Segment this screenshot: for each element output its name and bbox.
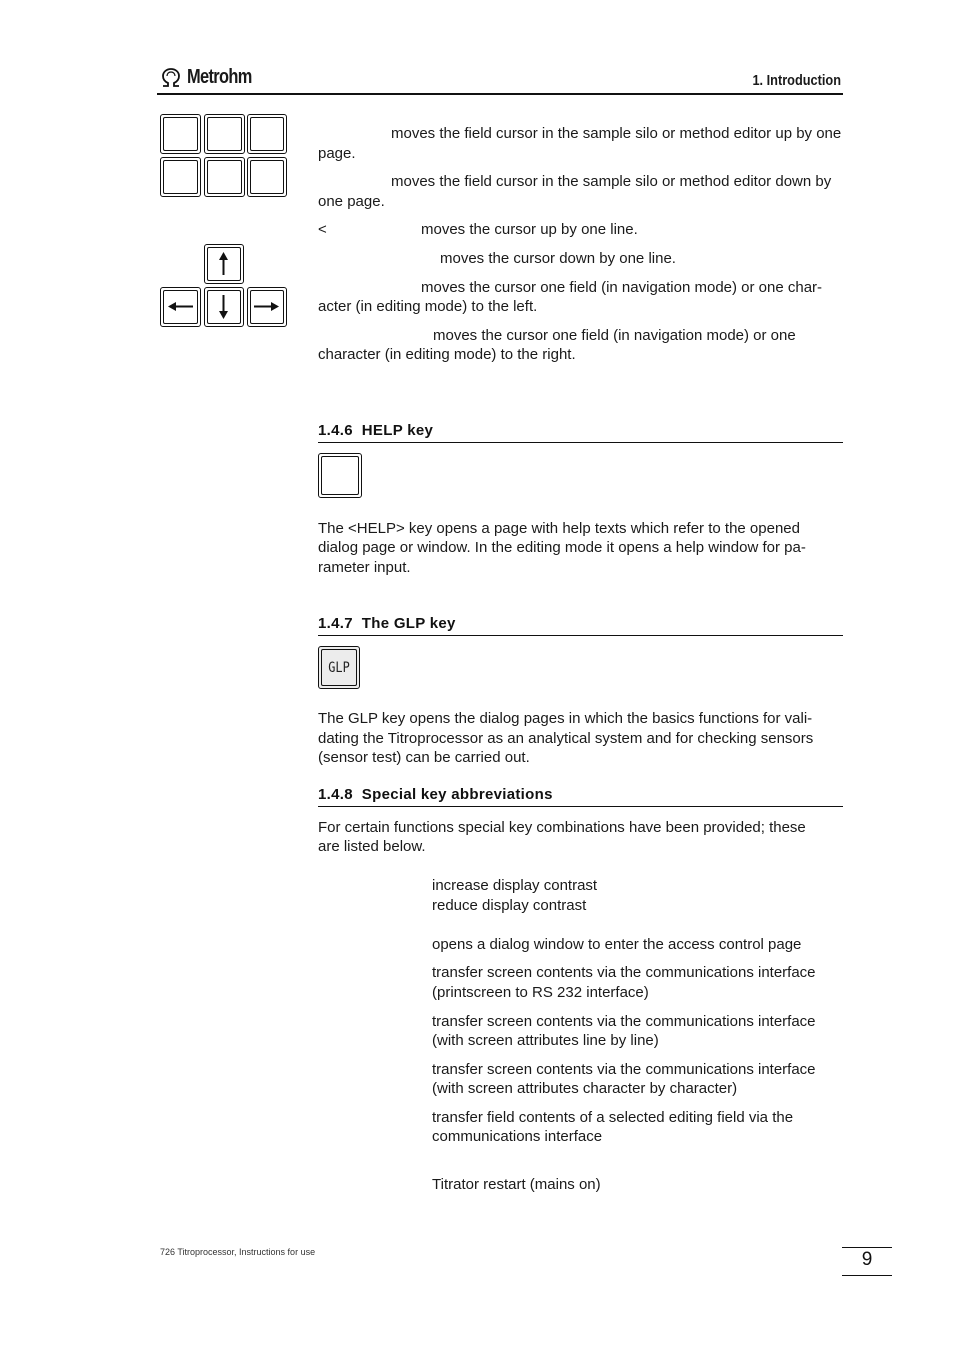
page-number-rule-bottom — [842, 1275, 892, 1276]
page-number-rule-top — [842, 1247, 892, 1248]
arrow-left-key — [160, 287, 201, 327]
glp-body-line-3: (sensor test) can be carried out. — [318, 749, 530, 766]
cursor-right-text-cont: character (in editing mode) to the right. — [318, 346, 576, 363]
cursor-left-text: moves the cursor one field (in navigation mode) or one char- — [421, 279, 823, 296]
page-key-4 — [160, 157, 201, 197]
help-body-line-3: rameter input. — [318, 559, 411, 576]
special-item-reduce-contrast: reduce display contrast — [432, 897, 587, 914]
glp-body-line-1: The GLP key opens the dialog pages in which the basics functions for vali- — [318, 710, 813, 727]
special-item-char-by-char: transfer screen contents via the communications interface — [432, 1061, 816, 1078]
arrow-right-key — [247, 287, 287, 327]
help-body-line-1: The <HELP> key opens a page with help texts which refer to the opened — [318, 520, 800, 537]
arrow-down-key — [204, 287, 244, 327]
arrow-right-icon — [248, 288, 285, 325]
page-key-6 — [247, 157, 287, 197]
glp-key-label: GLP — [328, 660, 350, 676]
page-down-description: moves the field cursor in the sample silo or method editor down by one page. — [318, 173, 832, 210]
page-key-5 — [204, 157, 245, 197]
glp-section-heading: 1.4.7 The GLP key — [318, 615, 456, 632]
omega-logo-icon — [160, 67, 182, 89]
page-key-2 — [204, 114, 245, 154]
special-item-increase-contrast: increase display contrast — [432, 877, 598, 894]
help-section-heading: 1.4.6 HELP key — [318, 422, 434, 439]
arrow-up-key — [204, 244, 244, 284]
cursor-right-text: moves the cursor one field (in navigation mode) or one — [433, 327, 796, 344]
special-intro-line-2: are listed below. — [318, 838, 426, 855]
arrow-left-icon — [161, 288, 199, 325]
footer-note: 726 Titroprocessor, Instructions for use — [160, 1247, 316, 1257]
special-item-field-contents: transfer field contents of a selected editing field via the — [432, 1109, 794, 1126]
special-item-field-contents-cont: communications interface — [432, 1128, 603, 1145]
special-item-line-by-line-cont: (with screen attributes line by line) — [432, 1032, 659, 1049]
special-item-line-by-line: transfer screen contents via the communications interface — [432, 1013, 816, 1030]
page-up-description: moves the field cursor in the sample silo or method editor up by one page. — [318, 125, 842, 162]
glp-key — [318, 646, 360, 689]
special-heading-rule — [318, 806, 843, 807]
page-key-3 — [247, 114, 287, 154]
special-item-access-control: opens a dialog window to enter the access control page — [432, 936, 802, 953]
help-key — [318, 453, 362, 498]
page-number: 9 — [861, 1249, 873, 1270]
special-item-restart: Titrator restart (mains on) — [432, 1176, 601, 1193]
special-intro-line-1: For certain functions special key combinations have been provided; these — [318, 819, 806, 836]
special-item-char-by-char-cont: (with screen attributes character by character) — [432, 1080, 738, 1097]
chapter-title: 1. Introduction — [752, 72, 841, 89]
arrow-down-icon — [205, 288, 242, 325]
header-rule — [157, 93, 843, 95]
cursor-left-text-cont: acter (in editing mode) to the left. — [318, 298, 538, 315]
help-heading-rule — [318, 442, 843, 443]
cursor-up-text: moves the cursor up by one line. — [421, 221, 638, 238]
glp-body-line-2: dating the Titroprocessor as an analytical system and for checking sensors — [318, 730, 814, 747]
arrow-up-icon — [205, 245, 242, 282]
help-body-line-2: dialog page or window. In the editing mode it opens a help window for pa- — [318, 539, 806, 556]
brand-name: Metrohm — [187, 66, 252, 88]
cursor-up-prefix: < — [318, 221, 327, 238]
special-item-printscreen-cont: (printscreen to RS 232 interface) — [432, 984, 649, 1001]
glp-heading-rule — [318, 635, 843, 636]
special-item-printscreen: transfer screen contents via the communications interface — [432, 964, 816, 981]
special-section-heading: 1.4.8 Special key abbreviations — [318, 786, 553, 803]
page-key-1 — [160, 114, 201, 154]
cursor-down-text: moves the cursor down by one line. — [440, 250, 676, 267]
cursor-up-description — [318, 220, 327, 240]
